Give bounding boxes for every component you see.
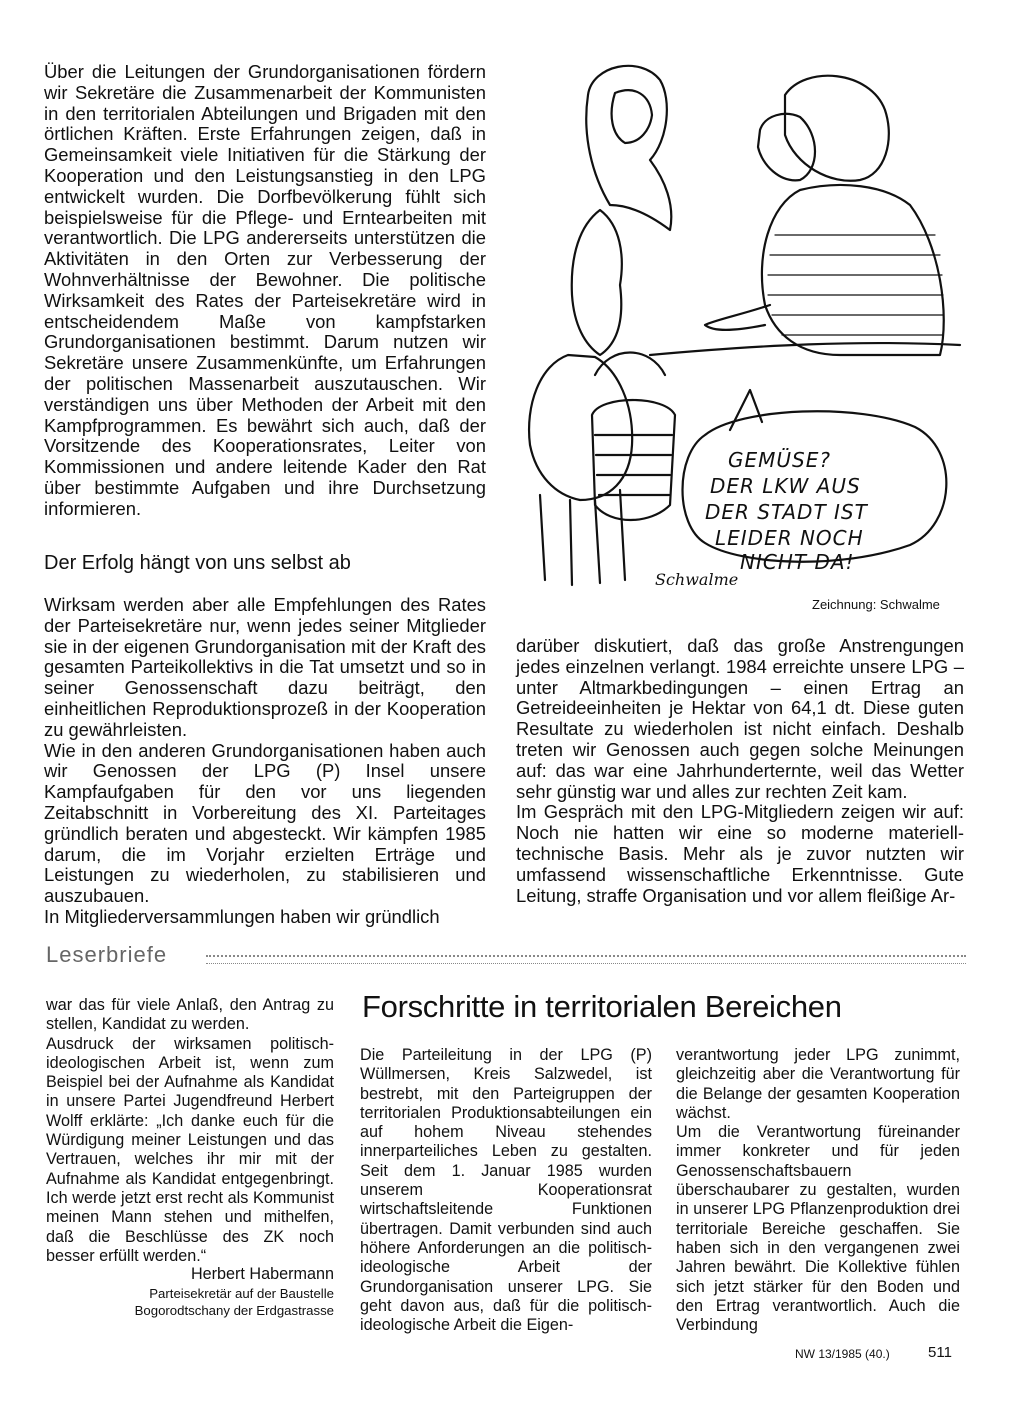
right-woman-jumper (762, 185, 944, 355)
right-paragraph-2: Im Gespräch mit den LPG-Mitgliedern zeigen wir auf: Noch nie hatten wir eine so moderne materiell-technische Basis. Mehr als je zuvor nutzten wir umfassend wissenschaftliche Erkenntnisse. Gute Leitung, straffe Organisation und vor allem fleißige Ar- (516, 801, 964, 906)
letter-paragraph-2: Ausdruck der wirksamen politisch-ideologischen Arbeit ist, wenn zum Beispiel bei der Aufnahme als Kandidat in unsere Partei Jugendfreund Herbert Wolff erklärte: „Ich danke euch für die Würdigung meiner Leistungen und das Vertrauen, welches ihr mir mit der Aufnahme als Kandidat entgegenbringt. Ich werde jetzt erst recht als Kommunist meinen Mann stehen und mithelfen, daß die Beschlüsse des ZK noch besser erfüllt werden.“ (46, 1034, 334, 1265)
section-paragraph-2: Wie in den anderen Grundorganisationen haben auch wir Genossen der LPG (P) Insel unsere Kampfaufgaben für den vor uns liegenden Zeitabschnitt in Vorbereitung des XI. Parteitages gründlich beraten und abgesteckt. Wir kämpfen 1985 darum, die im Vorjahr erzielten Erträge und Leistungen zu wiederholen, zu stabilisieren und auszubauen. (44, 739, 486, 907)
jumper-stripes (768, 235, 943, 335)
territorial-column-1 (360, 1046, 652, 1335)
leserbriefe-label: Leserbriefe (46, 942, 168, 967)
cartoon-caption: Zeichnung: Schwalme (812, 597, 940, 612)
right-woman-hair (785, 76, 889, 181)
woman-face (612, 90, 652, 143)
article-title: Forschritte in territorialen Bereichen (362, 989, 842, 1024)
leserbriefe-rule (206, 955, 966, 964)
right-woman-hand (705, 305, 770, 330)
section-heading: Der Erfolg hängt von uns selbst ab (44, 552, 351, 574)
main-article-section (44, 595, 486, 928)
main-article-right-column (516, 636, 964, 906)
speech-line-4: LEIDER NOCH (715, 526, 864, 550)
cartoon-illustration (500, 55, 970, 595)
territorial-col2-paragraph-1: verantwortung jeder LPG zunimmt, gleichzeitig aber die Verantwortung für die Belange der gesamten Kooperation wächst. (676, 1046, 960, 1122)
territorial-col1-paragraph: Die Parteileitung in der LPG (P) Wüllmersen, Kreis Salzwedel, ist bestrebt, mit den Parteigruppen der territorialen Produktionsabteilungen ein auf hohem Niveau stehendes innerparteiliches Leben zu gestalten. Seit dem 1. Januar 1985 wurden unserem Kooperationsrat wirtschaftsleitende Funktionen übertragen. Damit verbunden sind auch höhere Anforderungen an die politisch-ideologische Arbeit der Grundorganisation unserer LPG. Sie geht davon aus, daß für die politisch-ideologische Arbeit die Eigen- (360, 1046, 652, 1335)
main-article-intro (44, 62, 486, 520)
speech-bubble-tail (730, 390, 762, 430)
cartoon-signature: Schwalme (655, 570, 739, 589)
territorial-col2-paragraph-2: Um die Verantwortung füreinander immer konkreter und für jeden Genossenschaftsbauern überschaubarer zu gestalten, wurden in unserer LPG Pflanzenproduktion drei territoriale Bereiche geschaffen. Sie haben sich in den vergangenen zwei Jahren bewährt. Die Kollektive fühlen sich jetzt stärker für den Boden und den Ertrag verantwortlich. Auch die Verbindung (676, 1123, 960, 1335)
speech-line-3: DER STADT IST (705, 500, 868, 524)
woman-legs (540, 490, 625, 585)
page-number: 511 (928, 1344, 952, 1361)
speech-line-2: DER LKW AUS (710, 474, 861, 498)
right-woman-face (758, 114, 815, 180)
territorial-column-2 (676, 1046, 960, 1335)
issue-reference: NW 13/1985 (40.) (795, 1347, 890, 1361)
woman-skirt (529, 355, 632, 500)
intro-paragraph: Über die Leitungen der Grundorganisationen fördern wir Sekretäre die Zusammenarbeit der Kommunisten in den territorialen Abteilungen und Brigaden mit den örtlichen Kräften. Erste Erfahrungen zeigen, daß in Gemeinsamkeit viele Initiativen für die Stärkung der Kooperation und den Leistungsanstieg in den LPG entwickelt wurden. Die Dorfbevölkerung fühlt sich beispielsweise für die Pflege- und Erntearbeiten mit verantwortlich. Die LPG andererseits unterstützen die Aktivitäten in den Orten zur Verbesserung der Wohnverhältnisse der Bewohner. Die politische Wirksamkeit des Rates der Parteisekretäre wird in entscheidendem Maße von kampfstarken Grundorganisationen bestimmt. Darum nutzen wir Sekretäre unsere Zusammenkünfte, um Erfahrungen der politischen Massenarbeit auszutauschen. Wir verständigen uns über Methoden der Arbeit mit den Kampfprogrammen. Es bewährt sich auch, daß der Vorsitzende des Kooperationsrates, Leiter von Kommissionen und andere leitende Kader den Rat über bestimmte Aufgaben und ihre Durchsetzung informieren. (44, 61, 486, 519)
section-paragraph-3: In Mitgliederversammlungen haben wir gründlich (44, 905, 440, 927)
letter-column (46, 996, 334, 1266)
letter-author-role-1: Parteisekretär auf der Baustelle (149, 1286, 334, 1301)
section-paragraph-1: Wirksam werden aber alle Empfehlungen des Rates der Parteisekretäre nur, wenn jedes seiner Mitglieder sie in der eigenen Grundorganisation mit der Kraft des gesamten Parteikollektivs in die Tat umsetzt und so in seiner Genossenschaft dazu beiträgt, den einheitlichen Reproduktionsprozeß in der Kooperation zu gewährleisten. (44, 594, 486, 740)
speech-line-5: NICHT DA! (740, 550, 855, 574)
letter-paragraph-1: war das für viele Anlaß, den Antrag zu stellen, Kandidat zu werden. (46, 996, 334, 1034)
letter-author-role-2: Bogorodtschany der Erdgastrasse (134, 1303, 334, 1318)
letter-author-name: Herbert Habermann (190, 1265, 334, 1283)
woman-blouse (572, 210, 622, 355)
speech-line-1: GEMÜSE? (728, 448, 831, 472)
right-paragraph-1: darüber diskutiert, daß das große Anstrengungen jedes einzelnen verlangt. 1984 erreichte unsere LPG – unter Altmarkbedingungen – einen Ertrag an Getreideeinheiten je Hektar von 64,1 dt. Diese guten Resultate zu wiederholen ist nicht einfach. Deshalb treten wir Genossen auch gegen solche Meinungen auf: das war eine Jahrhunderternte, weil das Wetter sehr günstig war und alles zur rechten Zeit kam. (516, 635, 964, 802)
basket-weave (595, 435, 672, 495)
